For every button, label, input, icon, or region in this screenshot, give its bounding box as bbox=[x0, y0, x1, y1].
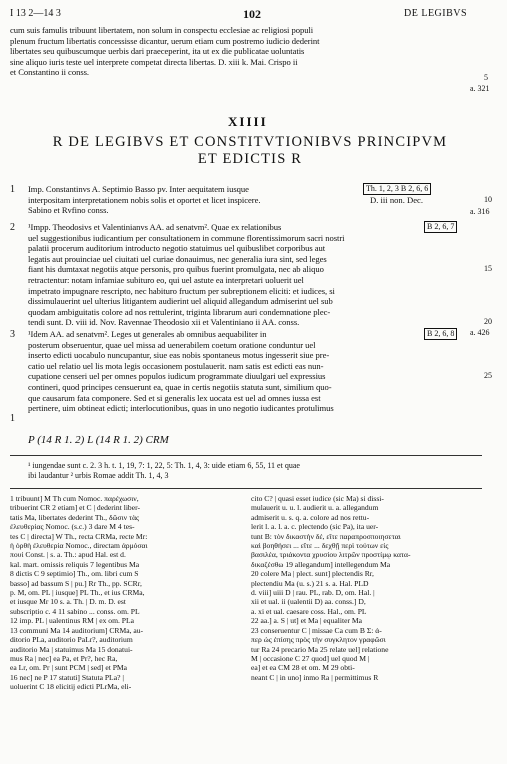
apparatus-line: kal. mart. omissis reliquis 7 legentibus Ma bbox=[10, 559, 140, 569]
top-paragraph bbox=[10, 25, 480, 78]
text-line: quodam ambiguitatis colore ad nos rettulerint, triginta librarum auri condemnatione plec- bbox=[28, 306, 331, 317]
concordance-box: B 2, 6, 7 bbox=[424, 221, 457, 233]
text-line: contineri, quod principes censuerunt ea, quae in certis negotiis statuta sunt, similium quo- bbox=[28, 381, 332, 392]
apparatus-line: καὶ βοηθήσει ... εἴτε ... δεχθῇ περὶ τούτων εἰς bbox=[251, 541, 389, 551]
apparatus-line: p. M, om. PL | iusque] PL Th., et ius CRMa, bbox=[10, 588, 145, 598]
header-ref: I 13 2—14 3 bbox=[10, 8, 61, 19]
law-2 bbox=[28, 222, 478, 328]
law-number: 3 bbox=[10, 329, 15, 340]
apparatus-line: basso] ad bassum S | pu.] Rr Th., pp. SCRr, bbox=[10, 578, 142, 588]
text-line: tendi sunt. D. viii id. Nov. Ravennae Theodosio xii et Valentiniano ii AA. conss. bbox=[28, 317, 300, 328]
text-line: legatis aut prouinciae uel ciuitati uel curiae donauimus, nec generalia iura sint, sed leges bbox=[28, 253, 327, 264]
margin-year: a. 426 bbox=[470, 328, 490, 337]
text-line: cum suis famulis tribuunt libertatem, non solum in conspectu ecclesiae ac religiosi populi bbox=[10, 25, 314, 35]
apparatus-line: a. xi et ual. caesare coss. Hal., om. PL bbox=[251, 606, 367, 616]
concordance-box: B 2, 6, 8 bbox=[424, 328, 457, 340]
section-title-line2: ET EDICTIS R bbox=[197, 151, 303, 167]
manuscript-sigla: P (14 R 1. 2) L (14 R 1. 2) CRM bbox=[28, 434, 169, 446]
apparatus-left-column bbox=[10, 494, 238, 692]
section-number: XIIII bbox=[228, 114, 268, 129]
text-line: impetrato impugnare rescripto, nec habituro fructum per subreptionem eliciti: et iudices, si bbox=[28, 285, 335, 296]
apparatus-line: subscriptio c. 4 11 sabino ... conss. om. PL bbox=[10, 606, 140, 616]
apparatus-line: lerit l. a. l. a. c. plectendo (sic Pa), ita uer- bbox=[251, 522, 379, 532]
text-line: palatii procerum auditorium introducto negotio statuimus uel quibuslibet corporibus aut bbox=[28, 243, 326, 254]
text-line: pertinere, uim obtineat edicti; interlocutionibus, quas in uno negotio iudicantes protulimus bbox=[28, 403, 334, 414]
line-number: 25 bbox=[484, 371, 492, 380]
text-line: Sabino et Rvfino conss. bbox=[28, 205, 109, 216]
line-number: 10 bbox=[484, 195, 492, 204]
text-line: uel suggestionibus iudicantium per consultationem in commune florentissimorum sacri nostri bbox=[28, 232, 345, 243]
line-number: 15 bbox=[484, 264, 492, 273]
footnote-line: ibi laudantur ² urbis Romae addit Th. 1, 4, 3 bbox=[28, 471, 169, 480]
apparatus-line: tur Ra 24 precario Ma 25 relate uel] relatione bbox=[251, 644, 389, 654]
apparatus-line: mulauerit u. u. l. audierit u. a. allegandum bbox=[251, 503, 379, 513]
apparatus-line: tunt B: τὸν δικαστὴν δέ, εἴτε παραπροσποιησεται bbox=[251, 531, 401, 541]
apparatus-line: plectendiu Ma (u. s.) 21 s. a. Hal. PLD bbox=[251, 578, 369, 588]
apparatus-line: δικαζέσθω 19 allegandum] intellegendum Ma bbox=[251, 559, 391, 569]
apparatus-line: πουί Const. | s. a. Th.: apud Hal. est d. bbox=[10, 550, 126, 560]
text-line: et Constantino ii conss. bbox=[10, 67, 90, 78]
apparatus-line: tatis Ma, libertates dederint Th., δῶσιν τὰς bbox=[10, 512, 140, 522]
apparatus-line: mus Ra | nec] ea Pa, et Pr?, hec Ra, bbox=[10, 653, 118, 663]
apparatus-line: xii et ual. ii (ualentii D) aa. conss.] D, bbox=[251, 597, 366, 607]
apparatus-line: tribuerint CR 2 etiam] et C | dederint liber- bbox=[10, 503, 141, 513]
text-line: retractentur: notam infamiae subituro eo, qui uel astute ea interpretari uoluerit uel bbox=[28, 274, 304, 285]
subscription: D. iii non. Dec. bbox=[370, 195, 423, 205]
apparatus-line: 23 conseruentur C | missae Ca cum B Σ: ἀ- bbox=[251, 625, 382, 635]
text-line: dissimulauerint uel ulterius litigantem audierint uel aliquid allegandum admiserint uel sub bbox=[28, 296, 333, 307]
law-3 bbox=[28, 329, 478, 414]
law-number: 2 bbox=[10, 222, 15, 233]
concordance-box: Th. 1, 2, 3 B 2, 6, 6 bbox=[363, 183, 431, 195]
text-line: catio uel relatio uel lis mota legis occasionem postulauerit. nam satis est edicti eas nun- bbox=[28, 360, 324, 371]
apparatus-right-column bbox=[251, 494, 483, 682]
law-number: 1 bbox=[10, 413, 15, 424]
text-line: ¹Idem AA. ad senatvm². Leges ut generales ab omnibus aequabiliter in bbox=[28, 329, 267, 339]
apparatus-rule bbox=[10, 488, 482, 489]
apparatus-line: cito C? | quasi esset iudice (sic Ma) si dissi- bbox=[251, 494, 384, 503]
margin-year: a. 316 bbox=[470, 207, 490, 216]
apparatus-line: neant C | in uno] inmo Ra | permittimus R bbox=[251, 672, 379, 682]
apparatus-line: ea Lr, om. Pr | sunt PCM | sed] et PMa bbox=[10, 663, 128, 673]
text-line: posterum obseruentur, quae uel missa ad uenerabilem coetum oratione conduntur uel bbox=[28, 339, 316, 350]
apparatus-line: auditorio Ma | statuimus Ma 15 donatui- bbox=[10, 644, 133, 654]
apparatus-line: tes C | directa] W Th., recta CRMa, recte Mr: bbox=[10, 531, 148, 541]
apparatus-line: περ ὡς ἐπίσης πρὸς τὴν συγκλητον γραφῶσι bbox=[251, 635, 386, 645]
footnote-line: ¹ iungendae sunt c. 2. 3 h. t. 1, 19, 7: 1, 22, 5: Th. 1, 4, 3: uide etiam 6, 55, 11 et quae bbox=[28, 461, 300, 470]
apparatus-line: ἡ ὀρθὴ ἐλευθερία Nomoc., directam ἀρμόσαι bbox=[10, 541, 148, 551]
apparatus-line: βασιλέα, τριάκοντα χρυσίου λιτρῶν προστίμῳ κατα- bbox=[251, 550, 411, 560]
apparatus-line: 20 colere Ma | plect. sunt] plectendis Rr, bbox=[251, 569, 374, 579]
line-number: 5 bbox=[484, 73, 488, 82]
apparatus-line: 16 nec] ne P 17 statuti] Statuta PLa? | bbox=[10, 672, 124, 682]
apparatus-line: 1 tribuunt] M Th cum Nomoc. παρέχωσιν, bbox=[10, 494, 139, 503]
text-line: inserto edicti uocabulo nuncupantur, siue eas nobis spontaneus motus ingesserit siue pre- bbox=[28, 350, 330, 361]
apparatus-line: M | occasione C 27 quod] uel quod M | bbox=[251, 653, 370, 663]
text-line: plenum fructum libertatis concessisse dicantur, uerum etiam cum postremo iudicio dederint bbox=[10, 35, 320, 46]
running-head: DE LEGIBVS bbox=[404, 8, 468, 19]
apparatus-line: uoluerint C 18 elicitij edicti PLrMa, eli- bbox=[10, 682, 132, 692]
apparatus-line: ea] et ea CM 28 et om. M 29 obti- bbox=[251, 663, 355, 673]
apparatus-line: ditorio PLa, auditorio PaLr?, auditorium bbox=[10, 635, 133, 645]
text-line: fiant his dumtaxat negotiis atque personis, pro quibus fuerint promulgata, nec ab aliquo bbox=[28, 264, 324, 275]
margin-year: a. 321 bbox=[470, 84, 490, 93]
line-number: 20 bbox=[484, 317, 492, 326]
apparatus-line: 22 aa.] a. S | ut] et Ma | equaliter Ma bbox=[251, 616, 363, 626]
apparatus-line: 8 dictis C 9 septimio] Th., om. libri cum S bbox=[10, 569, 139, 579]
text-line: Imp. Constantinvs A. Septimio Basso pv. Inter aequitatem iusque bbox=[28, 184, 249, 194]
text-line: sine aliquo iuris teste uel interprete competat directa libertas. D. xiii k. Mai. Crispo ii bbox=[10, 56, 298, 67]
law-number: 1 bbox=[10, 184, 15, 195]
apparatus-line: 13 communi Ma 14 auditorium] CRMa, au- bbox=[10, 625, 144, 635]
apparatus-line: ἐλευθερίας Nomoc. (s.c.) 3 dare M 4 tes- bbox=[10, 522, 135, 532]
footnote-rule bbox=[10, 455, 482, 456]
text-line: ¹Impp. Theodosivs et Valentinianvs AA. ad senatvm². Quae ex relationibus bbox=[28, 222, 282, 232]
text-line: interpositam interpretationem nobis solis et oportet et licet inspicere. bbox=[28, 194, 261, 205]
page-number: 102 bbox=[243, 7, 261, 21]
apparatus-line: admiserit u. s. q. a. colore ad nos rettu- bbox=[251, 512, 370, 522]
apparatus-line: d. viii] uiii D | rau. PL, rab. D, om. Hal. | bbox=[251, 588, 375, 598]
text-line: cupatione censeri uel per omnes populos iudicum programmate diuulgari uel expressius bbox=[28, 371, 326, 382]
section-title-line1: R DE LEGIBVS ET CONSTITVTIONIBVS PRINCIPVM bbox=[52, 134, 448, 150]
apparatus-line: 12 imp. PL | ualentinus RM | ex om. PLa bbox=[10, 616, 135, 626]
footnotes bbox=[28, 461, 480, 481]
text-line: que causarum fata componere. Sed et si generalis lex uocata est uel ad omnes iussa est bbox=[28, 392, 321, 403]
apparatus-line: et iusque Mr 10 s. a. Th. | D. m. D. est bbox=[10, 597, 126, 607]
text-line: libertates seu quibuscumque uerbis dari praeceperint, ita ut ex die publicatae uoluntatis bbox=[10, 46, 305, 57]
